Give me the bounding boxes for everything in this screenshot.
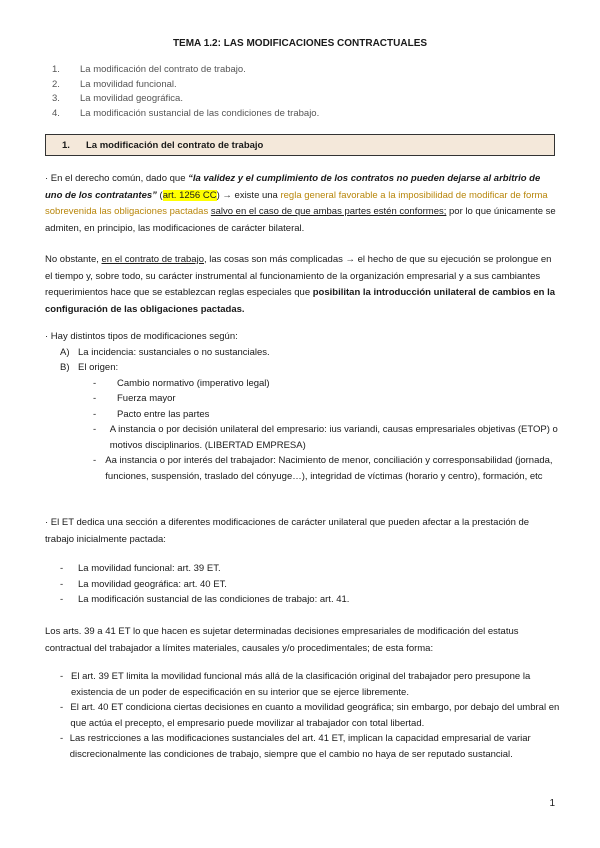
list-item: [45, 360, 560, 376]
list-marker: B): [60, 362, 70, 373]
section-title: La modificación del contrato de trabajo: [86, 140, 264, 151]
list-marker: -: [60, 671, 64, 682]
page-number: 1: [549, 798, 555, 809]
list-marker: -: [60, 702, 64, 713]
toc-item: [52, 92, 319, 107]
toc-text: La movilidad funcional.: [80, 78, 177, 90]
list-item: [45, 731, 560, 762]
modification-types: [45, 329, 560, 484]
gold-text: regla general favorable a la imposibilidad de modificar de forma sobrevenida las obligaciones pactadas: [45, 189, 548, 217]
toc-number: 3.: [52, 93, 60, 104]
toc-item: [52, 78, 319, 93]
list-item: [45, 700, 560, 731]
list-text: Cambio normativo (imperativo legal): [117, 377, 270, 389]
document-title: TEMA 1.2: LAS MODIFICACIONES CONTRACTUALES: [172, 38, 428, 49]
list-text: Pacto entre las partes: [117, 408, 210, 420]
toc-number: 4.: [52, 107, 60, 119]
list-text: La movilidad geográfica: art. 40 ET.: [78, 578, 227, 590]
list-intro: · Hay distintos tipos de modificaciones según:: [45, 331, 238, 342]
list-marker: -: [60, 733, 64, 744]
list-text: Aa instancia o por interés del trabajador: Nacimiento de menor, conciliación y corresponsabilidad (jornada, funciones, suspensión, traslado del cónyuge…), integridad de víctimas (horario y centro), formación, etc: [105, 455, 553, 482]
list-item: [45, 453, 560, 484]
list-text: El origen:: [78, 362, 119, 373]
list-item: [45, 561, 560, 577]
section-number: 1.: [62, 140, 70, 151]
bold-text: posibilitan la introducción unilateral de cambios en la configuración de las obligaciones pactadas.: [45, 287, 556, 315]
list-marker: A): [60, 346, 70, 358]
et-articles-list: [45, 561, 560, 608]
underlined-text: salvo en el caso de que ambas partes estén conformes;: [210, 206, 447, 217]
table-of-contents: [52, 63, 319, 121]
paragraph-et-section: · El ET dedica una sección a diferentes modificaciones de carácter unilateral que pueden afectar a la prestación de trabajo inicialmente pactada:: [45, 517, 530, 545]
list-item: [45, 422, 560, 453]
list-item: [45, 577, 560, 593]
list-text: El art. 40 ET condiciona ciertas decisiones en cuanto a movilidad geográfica; sin embargo, por debajo del umbral en que actúa el precepto, el empresario puede movilizar al trabajador con total libertad.: [70, 702, 560, 729]
highlighted-reference: art. 1256 CC: [162, 189, 217, 201]
list-text: El art. 39 ET limita la movilidad funcional más allá de la clasificación original del trabajador pero presupone la existencia de un poder de especificación en su interior que se ejerce libremente.: [71, 671, 531, 698]
list-text: La movilidad funcional: art. 39 ET.: [78, 563, 221, 574]
text-run: , las cosas son más complicadas → el hecho de que su ejecución se prolongue en el tiempo y, sobre todo, su carácter instrumental al funcionamiento de la organización empresarial y a sus cambiantes requerimientos hace que se establezcan reglas especiales que: [45, 254, 552, 298]
list-item: [45, 592, 560, 608]
text-run: No obstante,: [45, 254, 102, 265]
text-run: (: [156, 189, 163, 201]
text-run: por lo que únicamente se admiten, en principio, las modificaciones de carácter bilateral.: [45, 206, 556, 234]
toc-text: La modificación sustancial de las condiciones de trabajo.: [80, 107, 320, 119]
list-marker: -: [93, 393, 97, 404]
toc-item: [52, 63, 319, 78]
section-heading-box: [45, 134, 555, 156]
list-marker: -: [60, 594, 64, 605]
paragraph-civil-law: [45, 171, 560, 237]
text-run: ) → existe una: [216, 189, 281, 201]
list-text: La modificación sustancial de las condiciones de trabajo: art. 41.: [78, 594, 350, 605]
toc-text: La modificación del contrato de trabajo.: [80, 64, 246, 75]
list-item: [45, 376, 560, 392]
toc-text: La movilidad geográfica.: [80, 93, 183, 104]
list-marker: -: [93, 408, 97, 420]
list-marker: -: [60, 578, 64, 590]
list-marker: -: [93, 424, 97, 435]
list-text: La incidencia: sustanciales o no sustanciales.: [78, 346, 270, 358]
list-item: [45, 345, 560, 361]
paragraph-work-contract: [45, 252, 560, 318]
list-item: [45, 669, 560, 700]
list-text: Fuerza mayor: [117, 393, 176, 404]
underlined-text: en el contrato de trabajo: [101, 254, 204, 265]
list-item: [45, 391, 560, 407]
list-text: A instancia o por decisión unilateral del empresario: ius variandi, causas empresariales objetivas (ETOP) o motivos disciplinarios. (LIBERTAD EMPRESA): [109, 424, 558, 451]
limits-list: [45, 669, 560, 762]
list-marker: -: [60, 563, 64, 574]
toc-number: 1.: [52, 64, 60, 75]
list-marker: -: [93, 377, 97, 389]
text-run: · En el derecho común, dado que: [45, 173, 189, 184]
list-item: [45, 407, 560, 423]
list-marker: -: [93, 455, 97, 466]
list-text: Las restricciones a las modificaciones sustanciales del art. 41 ET, implican la capacidad empresarial de variar discrecionalmente las condiciones de trabajo, siempre que el cambio no haya de ser reputado sustancial.: [69, 733, 531, 760]
quote-text: “la validez y el cumplimiento de los contratos no pueden dejarse al arbitrio de uno de los contratantes”: [45, 173, 541, 201]
toc-number: 2.: [52, 78, 60, 90]
paragraph-limits: Los arts. 39 a 41 ET lo que hacen es sujetar determinadas decisiones empresariales de modificación del estatus contractual del trabajador a límites materiales, causales y/o procedimentales; de esta forma:: [45, 626, 519, 654]
toc-item: [52, 107, 319, 122]
